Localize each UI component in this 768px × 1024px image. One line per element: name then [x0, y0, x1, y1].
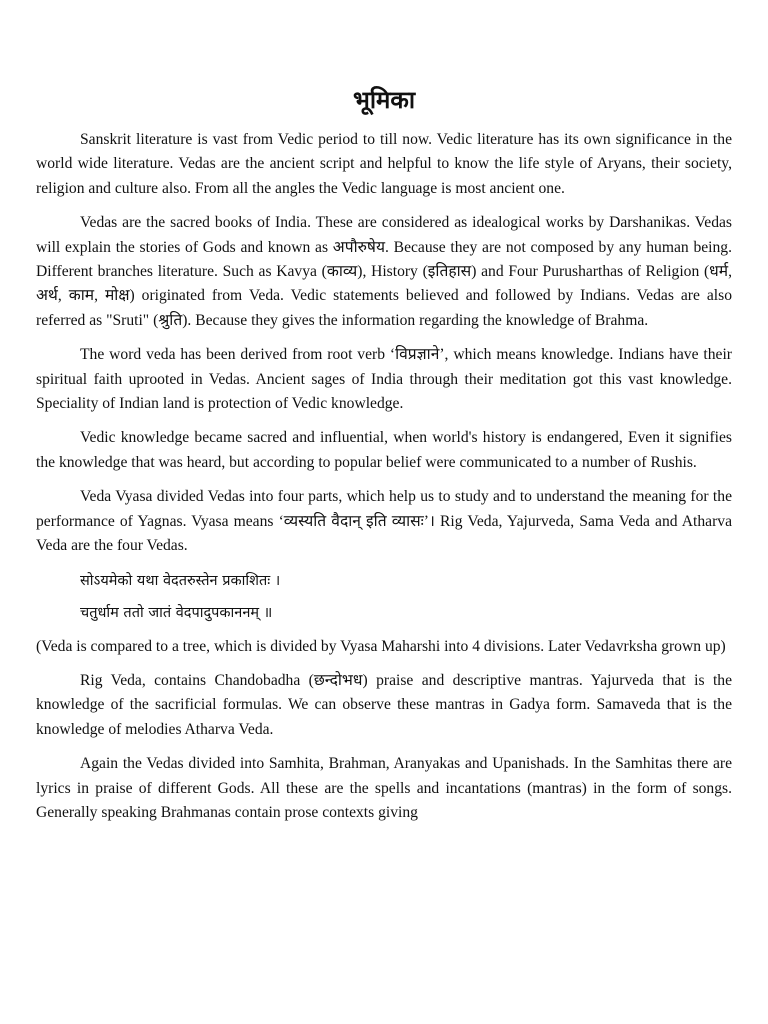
page-title: भूमिका: [352, 86, 416, 114]
document-page: [36, 84, 732, 835]
paragraph-sacred-books: Vedas are the sacred books of India. These are considered as idealogical works by Darshanikas. Vedas will explain the stories of Gods and known as अपौरुषेय. Because they are not composed by any human being. Different branches literature. Such as Kavya (काव्य), History (इतिहास) and Four Purusharthas of Religion (धर्म, अर्थ, काम, मोक्ष) originated from Veda. Vedic statements believed and followed by Indians. Vedas are also referred as "Sruti" (श्रुति). Because they gives the information regarding the knowledge of Brahma.: [36, 214, 732, 329]
sanskrit-verse-line-2: चतुर्धाम ततो जातं वेदपादुपकाननम् ॥: [80, 604, 273, 621]
paragraph-vedic-knowledge: Vedic knowledge became sacred and influential, when world's history is endangered, Even it signifies the knowledge that was heard, but according to popular belief were communicated to a number of Rushis.: [36, 429, 732, 471]
paragraph-word-veda: The word veda has been derived from root verb ‘विप्रज्ञाने’, which means knowledge. Indians have their spiritual faith uprooted in Vedas. Ancient sages of India through their meditation got this vast knowledge. Speciality of Indian land is protection of Vedic knowledge.: [36, 346, 732, 413]
paragraph-rig-veda: Rig Veda, contains Chandobadha (छन्दोभध) praise and descriptive mantras. Yajurveda that is the knowledge of the sacrificial formulas. We can observe these mantras in Gadya form. Samaveda that is the knowledge of melodies Atharva Veda.: [36, 671, 732, 738]
paragraph-samhita-brahman: Again the Vedas divided into Samhita, Brahman, Aranyakas and Upanishads. In the Samhitas there are lyrics in praise of different Gods. All these are the spells and incantations (mantras) in the form of songs. Generally speaking Brahmanas contain prose contexts giving: [36, 755, 732, 821]
paragraph-veda-vyasa: Veda Vyasa divided Vedas into four parts, which help us to study and to understand the meaning for the performance of Yagnas. Vyasa means ‘व्यस्यति वैदान् इति व्यासः’। Rig Veda, Yajurveda, Sama Veda and Atharva Veda are the four Vedas.: [36, 488, 732, 555]
paragraph-intro: Sanskrit literature is vast from Vedic period to till now. Vedic literature has its own significance in the world wide literature. Vedas are the ancient script and helpful to know the life style of Aryans, their society, religion and culture also. From all the angles the Vedic language is most ancient one.: [36, 131, 732, 197]
sanskrit-verse-line-1: सोऽयमेको यथा वेदतरुस्तेन प्रकाशितः ।: [80, 572, 281, 589]
verse-explanation-note: (Veda is compared to a tree, which is divided by Vyasa Maharshi into 4 divisions. Later Vedavrksha grown up): [36, 637, 726, 655]
